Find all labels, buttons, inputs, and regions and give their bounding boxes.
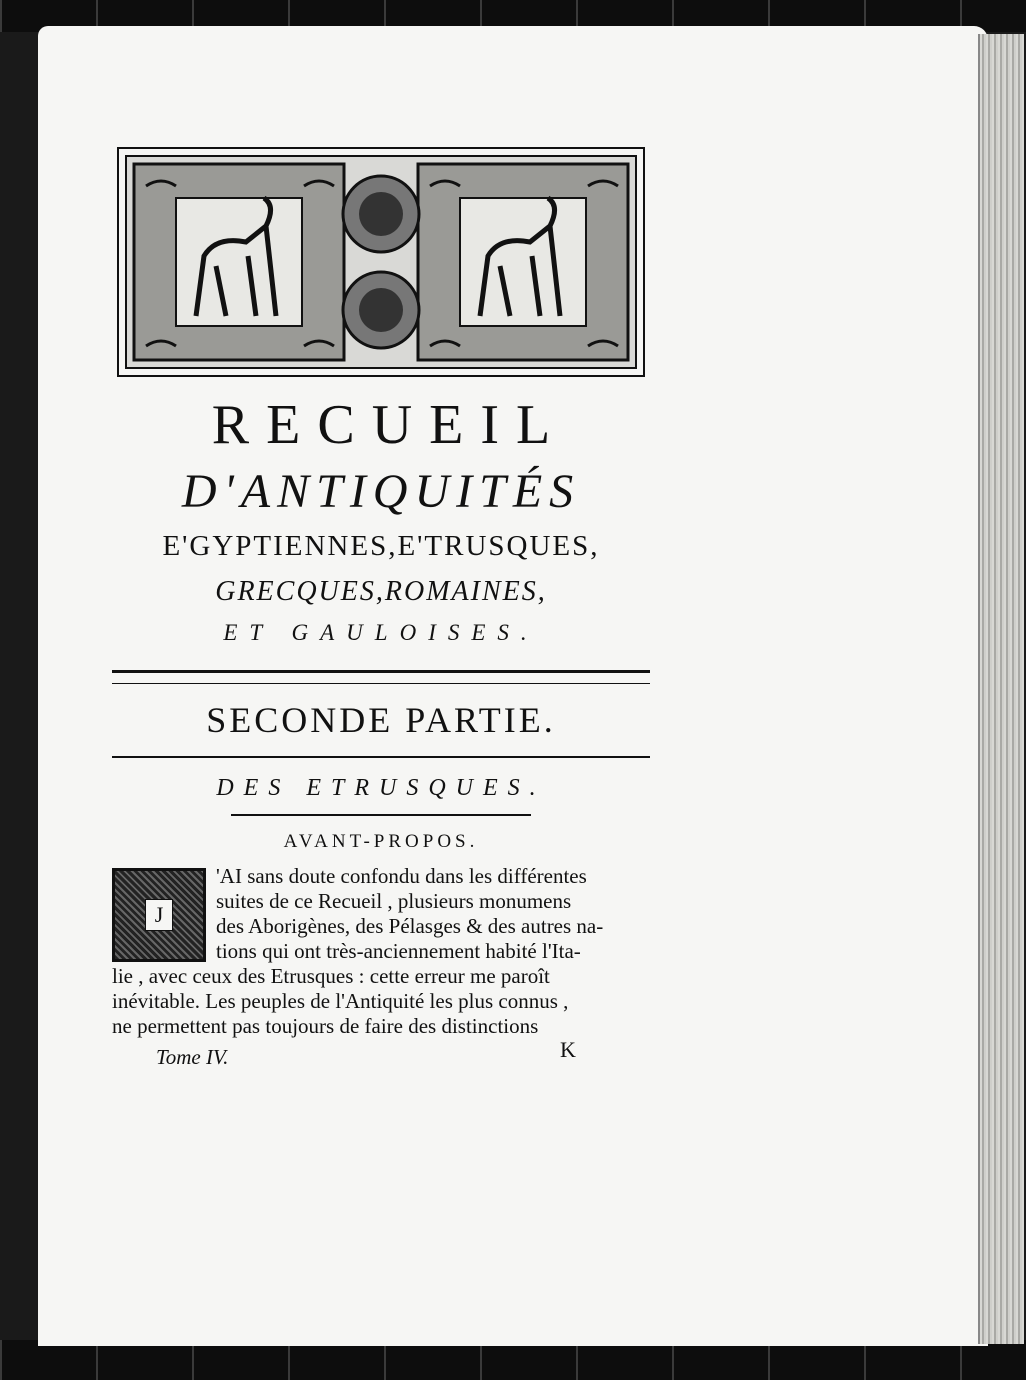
body-line: suites de ce Recueil , plusieurs monumens — [216, 889, 572, 913]
part-heading: SECONDE PARTIE. — [206, 700, 556, 740]
subtitle: DES ETRUSQUES. — [216, 775, 546, 801]
double-rule — [112, 670, 650, 684]
decorative-headpiece-icon — [116, 146, 646, 378]
scanner-grid-bottom — [0, 1340, 1026, 1380]
body-line: tions qui ont très-anciennement habité l'Ita- — [216, 939, 581, 963]
title-gauloises: ET GAULOISES. — [223, 620, 539, 645]
title-antiquites: D'ANTIQUITÉS — [181, 465, 581, 518]
body-line: lie , avec ceux des Etrusques : cette erreur me paroît — [112, 964, 550, 988]
tome-label: Tome IV. — [156, 1045, 229, 1069]
body-line: inévitable. Les peuples de l'Antiquité les plus connus , — [112, 989, 569, 1013]
body-line: des Aborigènes, des Pélasges & des autres na- — [216, 914, 604, 938]
drop-cap-letter: J — [145, 899, 173, 931]
signature-mark: K — [560, 1037, 576, 1062]
title-recueil: RECUEIL — [211, 394, 568, 456]
page-content — [112, 146, 650, 1073]
body-line: ne permettent pas toujours de faire des distinctions — [112, 1014, 539, 1038]
page-edges — [978, 34, 1024, 1344]
short-rule — [231, 814, 531, 816]
section-heading: AVANT-PROPOS. — [283, 831, 479, 852]
page-footer — [112, 1037, 650, 1073]
title-grecques: GRECQUES,ROMAINES, — [215, 576, 547, 607]
drop-cap-ornament-icon — [112, 868, 206, 962]
thin-rule — [112, 756, 650, 758]
body-text — [112, 864, 650, 1039]
title-egyptiennes: E'GYPTIENNES,E'TRUSQUES, — [162, 530, 600, 562]
body-line: 'AI sans doute confondu dans les différentes — [216, 864, 587, 888]
